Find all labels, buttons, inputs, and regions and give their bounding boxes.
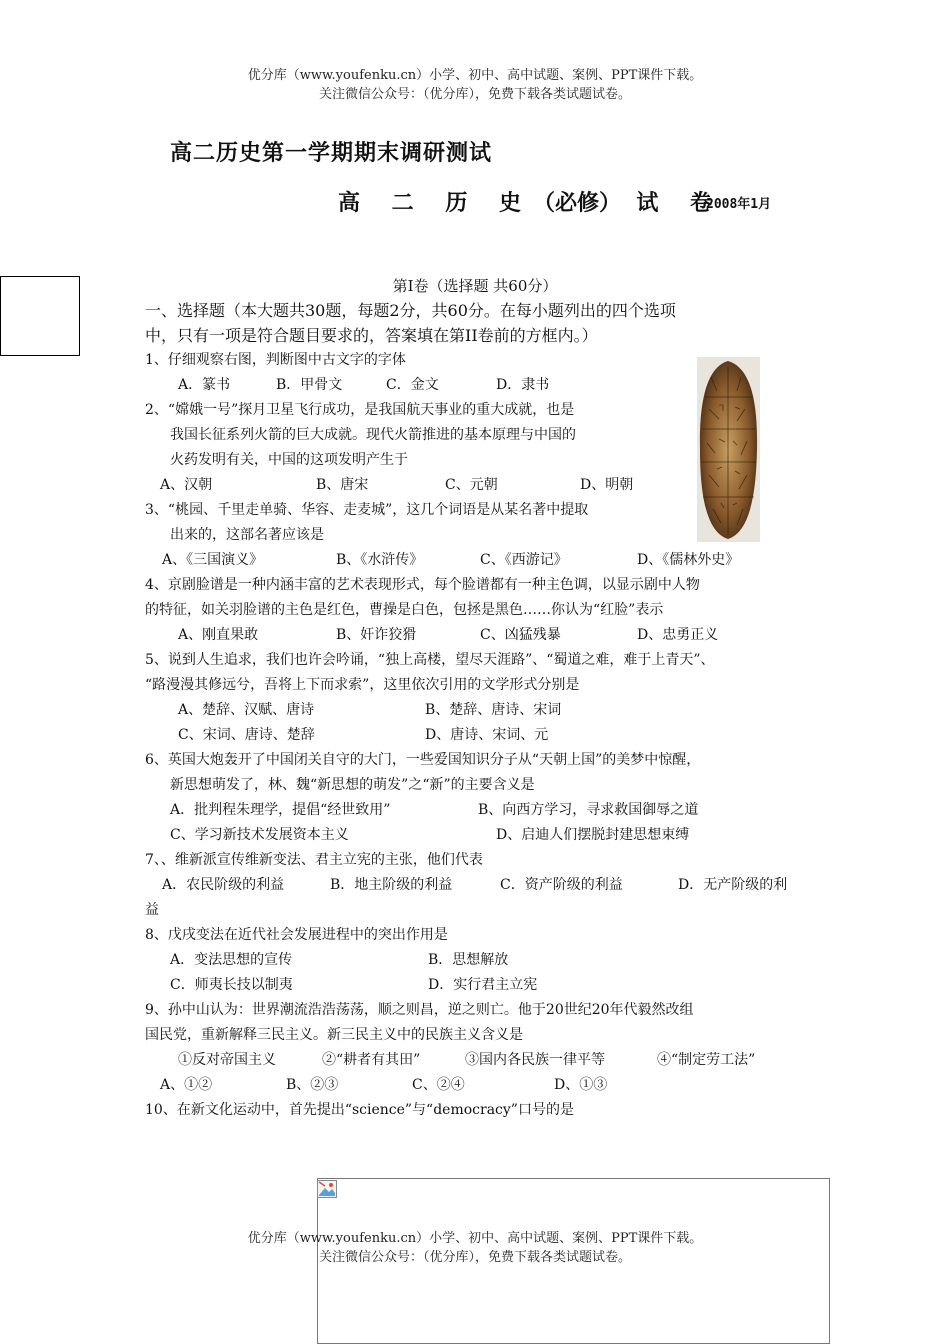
instructions-line-2: 中，只有一项是符合题目要求的，答案填在第II卷前的方框内。）: [145, 326, 598, 345]
exam-title: 高二历史第一学期期末调研测试: [170, 141, 493, 166]
q5-stem-2: “路漫漫其修远兮，吾将上下而求索”，这里依次引用的文学形式分别是: [145, 677, 580, 693]
q9-option-b: B、②③: [286, 1077, 339, 1093]
q9-option-a: A、①②: [160, 1077, 213, 1093]
q8-option-b: B．思想解放: [428, 952, 509, 968]
header-line-1: 优分库（www.youfenku.cn）小学、初中、高中试题、案例、PPT课件下载。: [247, 68, 703, 83]
q6-stem-2: 新思想萌发了，林、魏“新思想的萌发”之“新”的主要含义是: [170, 777, 535, 793]
instructions-line-1: 一、选择题（本大题共30题，每题2分，共60分。在每小题列出的四个选项: [145, 301, 676, 320]
q7-option-a: A．农民阶级的利益: [162, 877, 285, 893]
q4-option-c: C、凶猛残暴: [480, 627, 561, 643]
oracle-bone-image: [697, 357, 760, 542]
q4-stem-1: 4、京剧脸谱是一种内涵丰富的艺术表现形式，每个脸谱都有一种主色调，以显示剧中人物: [145, 577, 700, 593]
q3-option-b: B、《水浒传》: [336, 552, 424, 568]
q2-stem-1: 2、“嫦娥一号”探月卫星飞行成功，是我国航天事业的重大成就，也是: [145, 402, 575, 418]
q8-option-c: C．师夷长技以制夷: [170, 977, 293, 993]
q2-option-a: A、汉朝: [160, 477, 213, 493]
q2-stem-3: 火药发明有关，中国的这项发明产生于: [170, 452, 408, 468]
q1-option-d: D．隶书: [496, 377, 550, 393]
footer-line-1: 优分库（www.youfenku.cn）小学、初中、高中试题、案例、PPT课件下载。: [247, 1231, 703, 1246]
q6-option-a: A．批判程朱理学，提倡“经世致用”: [170, 802, 391, 818]
q4-option-d: D、忠勇正义: [637, 627, 719, 643]
q7-option-d-wrap: 益: [145, 902, 159, 918]
q3-stem-1: 3、“桃园、千里走单骑、华容、走麦城”，这几个词语是从某名著中提取: [145, 502, 589, 518]
footer-line-2: 关注微信公众号：（优分库），免费下载各类试题试卷。: [318, 1250, 631, 1265]
q2-option-c: C、元朝: [445, 477, 498, 493]
q1-stem: 1、仔细观察右图，判断图中古文字的字体: [145, 352, 406, 368]
q5-option-c: C、宋词、唐诗、楚辞: [178, 727, 315, 743]
q5-stem-1: 5、说到人生追求，我们也许会吟诵，“独上高楼，望尽天涯路”、“蜀道之难，难于上青天”、: [145, 652, 715, 668]
q2-option-d: D、明朝: [580, 477, 634, 493]
q6-stem-1: 6、英国大炮轰开了中国闭关自守的大门，一些爱国知识分子从“天朝上国”的美梦中惊醒，: [145, 752, 701, 768]
q5-option-b: B、楚辞、唐诗、宋词: [425, 702, 562, 718]
q7-option-b: B．地主阶级的利益: [330, 877, 453, 893]
q2-stem-2: 我国长征系列火箭的巨大成就。现代火箭推进的基本原理与中国的: [170, 427, 576, 443]
q6-option-b: B、向西方学习，寻求救国御辱之道: [478, 802, 699, 818]
q6-option-c: C、学习新技术发展资本主义: [170, 827, 349, 843]
header-line-2: 关注微信公众号：（优分库），免费下载各类试题试卷。: [318, 87, 631, 102]
q8-option-d: D．实行君主立宪: [428, 977, 538, 993]
q1-option-c: C．金文: [386, 377, 439, 393]
q9-stem-2: 国民党，重新解释三民主义。新三民主义中的民族主义含义是: [145, 1027, 523, 1043]
q2-option-b: B、唐宋: [316, 477, 369, 493]
section-heading: 第Ⅰ卷（选择题 共60分）: [392, 277, 558, 295]
q8-option-a: A．变法思想的宣传: [170, 952, 293, 968]
q5-option-d: D、唐诗、宋词、元: [425, 727, 549, 743]
q3-option-a: A、《三国演义》: [162, 552, 264, 568]
q1-option-b: B．甲骨文: [276, 377, 343, 393]
q3-stem-2: 出来的，这部名著应该是: [170, 527, 324, 543]
q8-stem: 8、戊戌变法在近代社会发展进程中的突出作用是: [145, 927, 448, 943]
q9-stem-1: 9、孙中山认为：世界潮流浩浩荡荡，顺之则昌，逆之则亡。他于20世纪20年代毅然改组: [145, 1002, 694, 1018]
q3-option-c: C、《西游记》: [480, 552, 568, 568]
q4-stem-2: 的特征，如关羽脸谱的主色是红色，曹操是白色，包拯是黑色……你认为“红脸”表示: [145, 602, 664, 618]
q9-option-c: C、②④: [412, 1077, 465, 1093]
q9-item-4: ④“制定劳工法”: [657, 1052, 756, 1068]
exam-subtitle: [338, 186, 724, 217]
q5-option-a: A、楚辞、汉赋、唐诗: [178, 702, 315, 718]
q3-option-d: D、《儒林外史》: [637, 552, 740, 568]
q9-item-2: ②“耕者有其田”: [322, 1052, 421, 1068]
q4-option-b: B、奸诈狡猾: [336, 627, 417, 643]
q9-item-1: ①反对帝国主义: [178, 1052, 276, 1068]
q7-option-d: D．无产阶级的利: [678, 877, 788, 893]
q7-option-c: C．资产阶级的利益: [500, 877, 623, 893]
subtitle-part-a: 高 二 历 史: [338, 191, 533, 216]
q1-option-a: A．篆书: [178, 377, 231, 393]
subtitle-part-c: 试 卷: [636, 191, 724, 216]
q6-option-d: D、启迪人们摆脱封建思想束缚: [496, 827, 690, 843]
q10-stem: 10、在新文化运动中，首先提出“science”与“democracy”口号的是: [145, 1102, 574, 1118]
q9-item-3: ③国内各民族一律平等: [465, 1052, 605, 1068]
exam-date: 2008年1月: [706, 197, 772, 212]
q9-option-d: D、①③: [554, 1077, 608, 1093]
broken-image-icon: [317, 1180, 337, 1198]
subtitle-part-b: （必修）: [532, 191, 621, 216]
q7-stem: 7、、维新派宣传维新变法、君主立宪的主张，他们代表: [145, 852, 483, 868]
q4-option-a: A、刚直果敢: [178, 627, 259, 643]
